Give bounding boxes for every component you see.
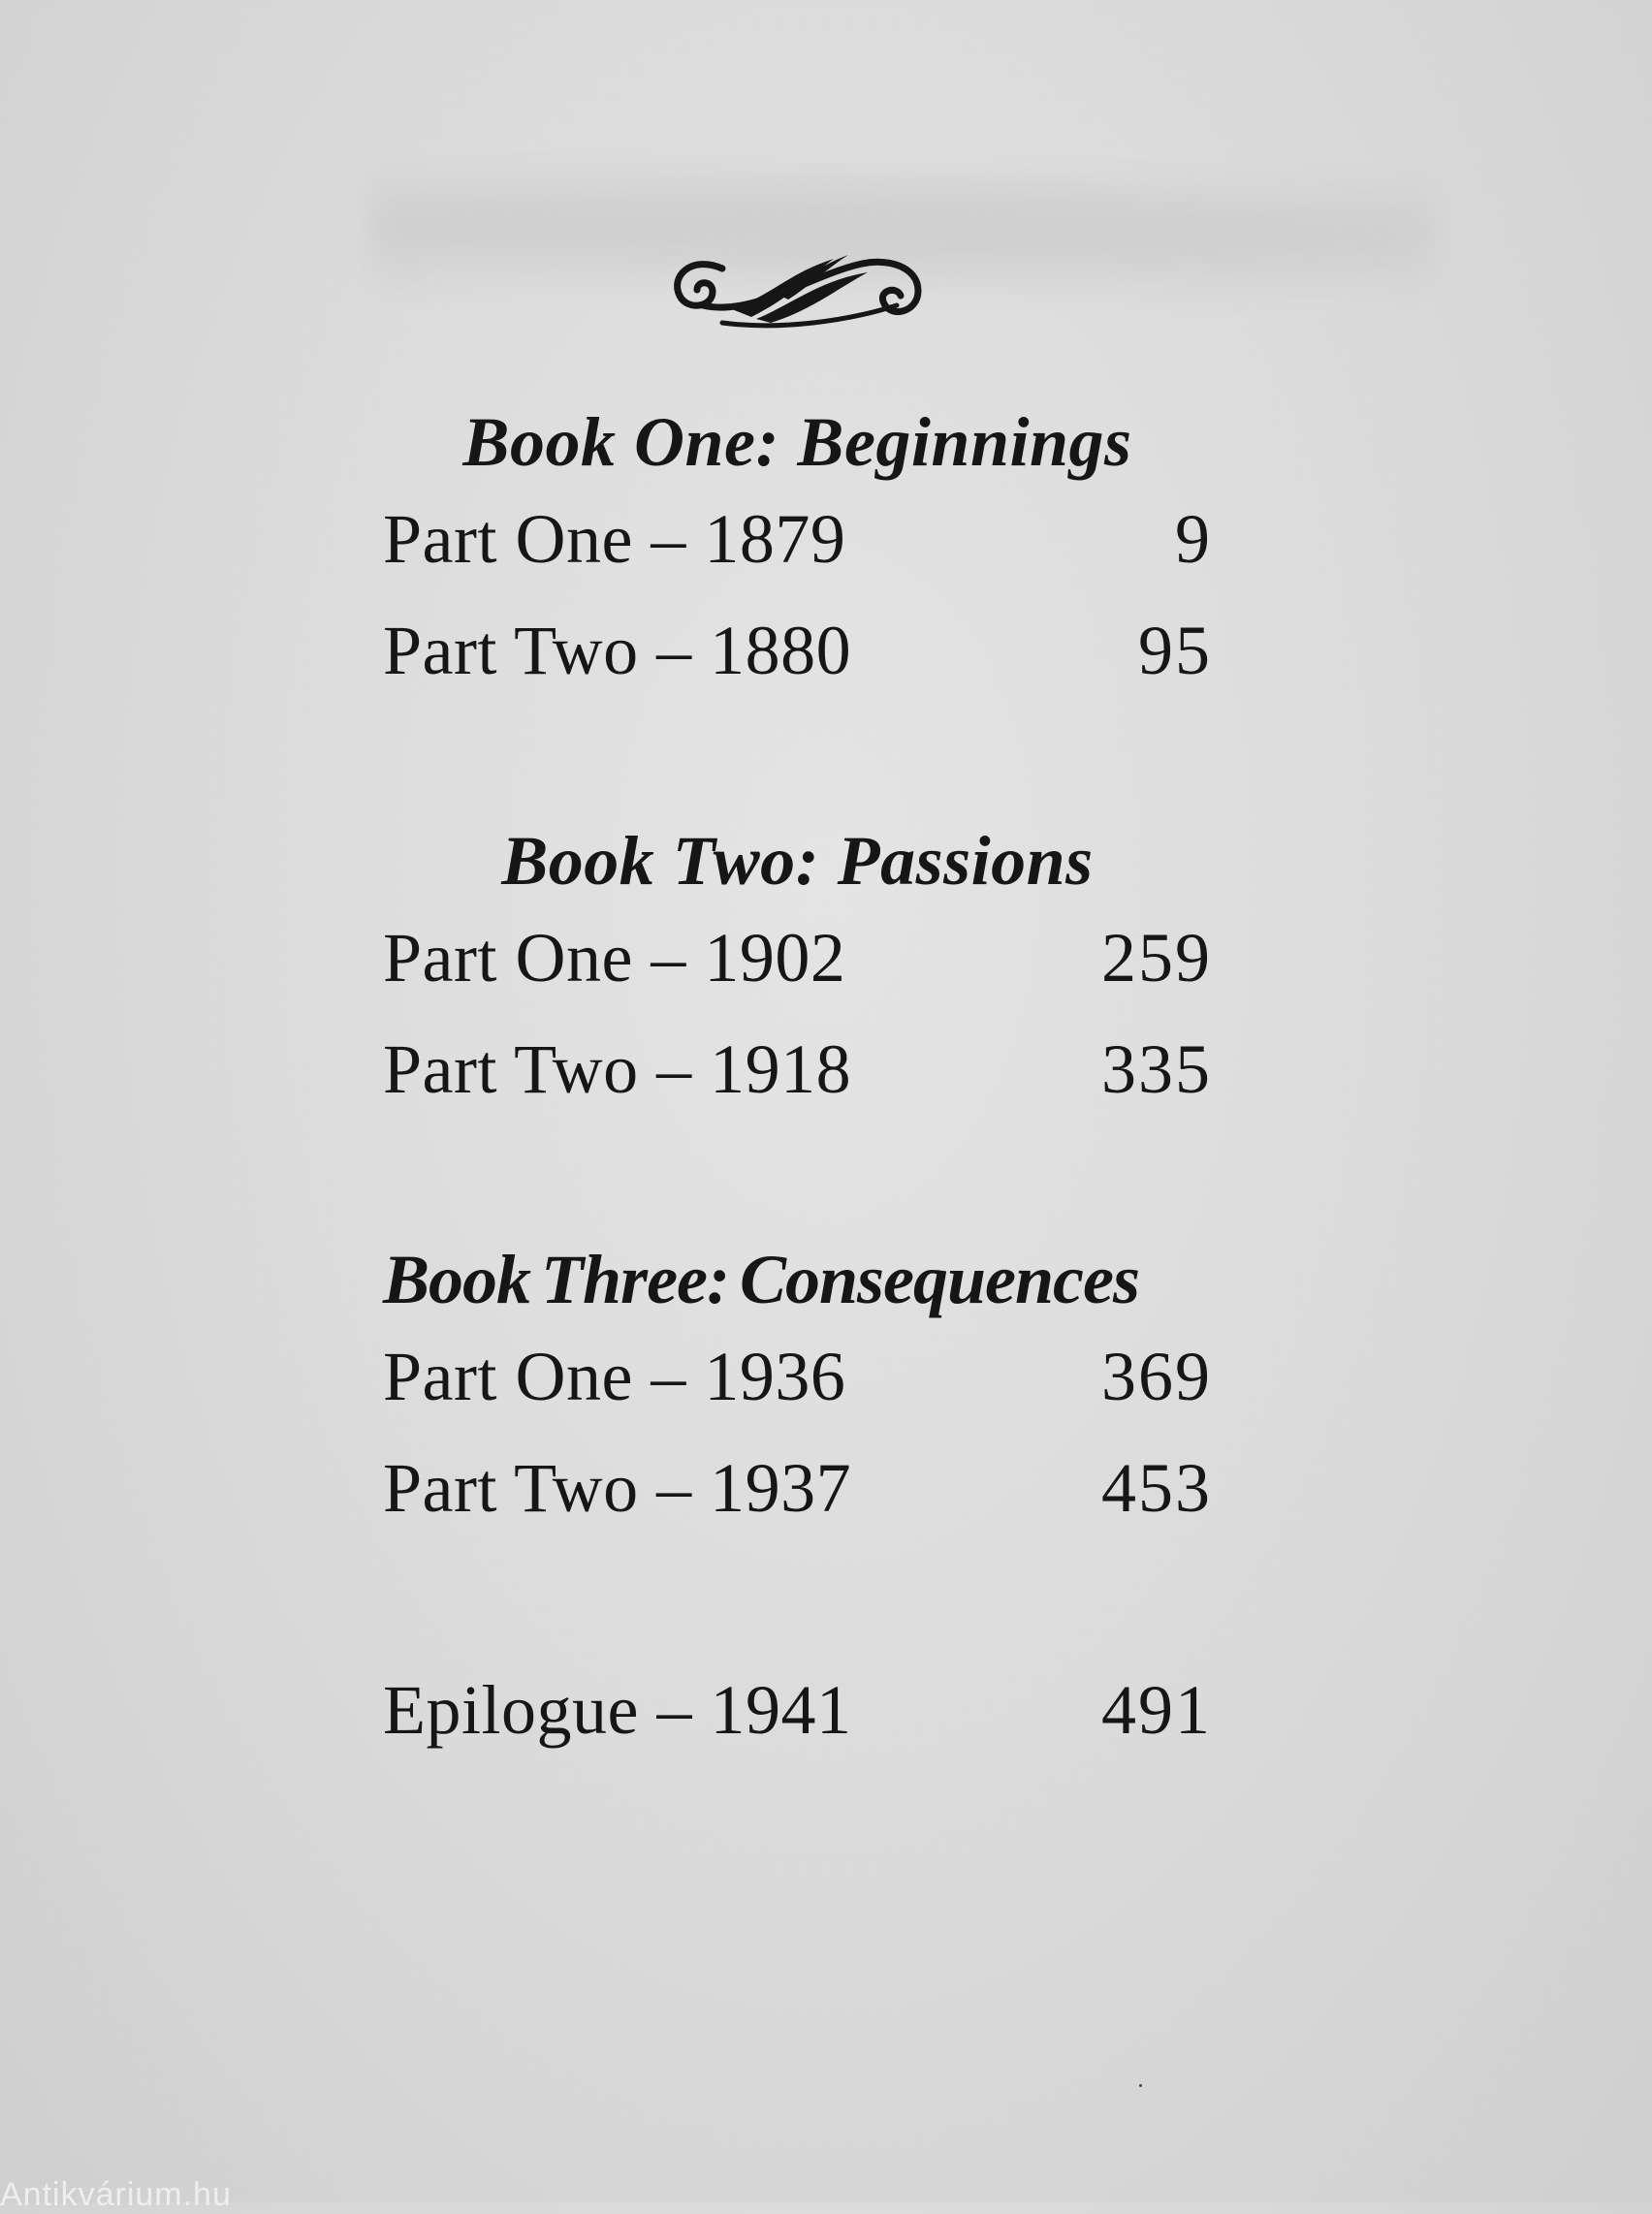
toc-entry bbox=[383, 500, 1212, 616]
toc-entry bbox=[383, 612, 1212, 727]
entry-page-number: 453 bbox=[1101, 1449, 1212, 1527]
entry-label: Part One – 1879 bbox=[383, 500, 846, 578]
table-of-contents bbox=[383, 403, 1212, 1787]
epilogue-label: Epilogue – 1941 bbox=[383, 1671, 852, 1749]
entry-page-number: 95 bbox=[1138, 612, 1212, 689]
paper-speck bbox=[1139, 2084, 1142, 2087]
book-one-heading: Book One: Beginnings bbox=[462, 403, 1132, 481]
entry-label: Part Two – 1937 bbox=[383, 1449, 852, 1527]
toc-entry bbox=[383, 1338, 1212, 1453]
entry-page-number: 335 bbox=[1101, 1030, 1212, 1108]
entry-page-number: 259 bbox=[1101, 919, 1212, 996]
entry-label: Part Two – 1880 bbox=[383, 612, 852, 689]
entry-label: Part Two – 1918 bbox=[383, 1030, 852, 1108]
book-three-heading: Book Three: Consequences bbox=[383, 1241, 1139, 1318]
book-two-heading: Book Two: Passions bbox=[501, 822, 1094, 900]
scroll-flourish-icon bbox=[664, 237, 931, 334]
entry-page-number: 369 bbox=[1101, 1338, 1212, 1415]
toc-entry bbox=[383, 919, 1212, 1034]
entry-label: Part One – 1936 bbox=[383, 1338, 846, 1415]
epilogue-page-number: 491 bbox=[1101, 1671, 1212, 1749]
toc-entry bbox=[383, 1030, 1212, 1146]
epilogue-entry bbox=[383, 1671, 1212, 1787]
entry-page-number: 9 bbox=[1175, 500, 1212, 578]
watermark: Antikvárium.hu bbox=[0, 2176, 232, 2213]
entry-label: Part One – 1902 bbox=[383, 919, 846, 996]
toc-entry bbox=[383, 1449, 1212, 1565]
